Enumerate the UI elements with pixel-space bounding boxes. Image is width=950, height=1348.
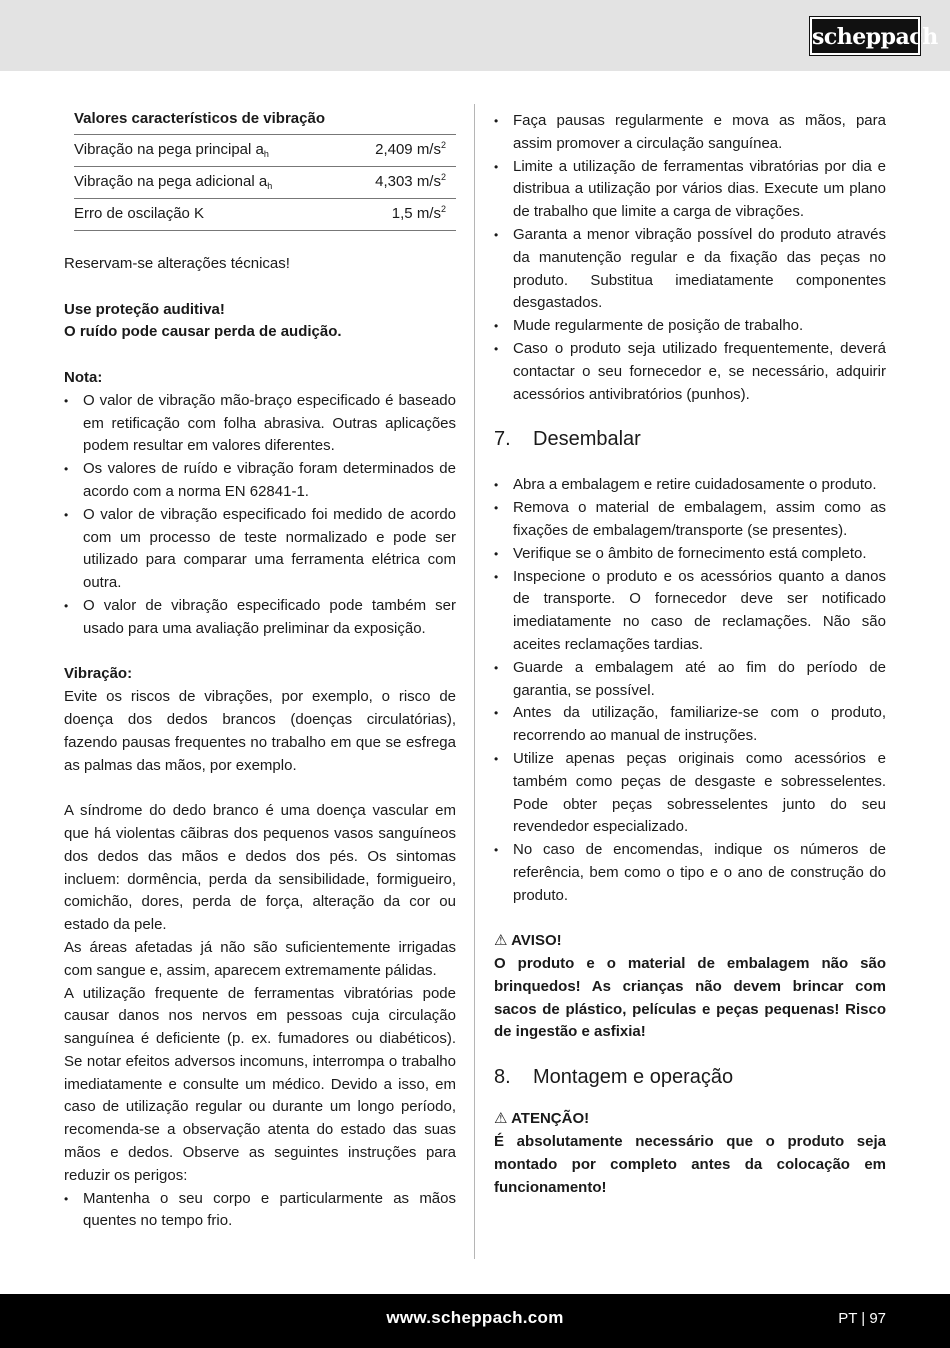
section-number: 7. [494,428,511,451]
note-title: Nota: [64,368,103,386]
section-title: Montagem e operação [533,1066,734,1089]
spec-value-sup: 2 [440,204,446,215]
atencao-title [494,1108,886,1131]
list-item: • Os valores de ruído e vibração foram determinados de acordo com a norma EN 62841-1. [64,458,456,504]
column-divider [474,104,475,1259]
spec-label: Vibração na pega principal a [74,141,264,159]
hearing-warning: Use proteção auditiva! [64,300,225,318]
reserved-notice: Reservam-se alterações técnicas! [64,255,290,272]
note-list [64,390,456,641]
section-heading-assembly [494,1064,886,1090]
spec-label-sub: h [263,149,269,160]
footer-url: www.scheppach.com [386,1308,564,1327]
syndrome-paragraph: A utilização frequente de ferramentas vibratórias pode causar danos nos nervos em pessoas cuja circulação sanguínea é deficiente (p. ex. fumadores ou diabéticos). Se notar efeitos adversos incomuns, interrompa o trabalho imediatamente e consulte um médico. Devido a isso, em caso de utilização regular ou durante um longo período, recomenda-se a observação atenta do estado das suas mãos e dedos. Observe as seguintes instruções para reduzir os perigos: [64,984,456,1184]
syndrome-paragraph: As áreas afetadas já não são suficientemente irrigadas com sangue e, assim, aparecem extremamente pálidas. [64,938,456,979]
list-item: • O valor de vibração especificado pode também ser usado para uma avaliação preliminar da exposição. [64,595,456,641]
list-item: • Mude regularmente de posição de trabalho. [494,315,886,338]
spec-value-sup: 2 [440,140,446,151]
spec-row [74,199,456,231]
spec-label: Vibração na pega adicional a [74,173,268,191]
spec-row [74,135,456,167]
list-item: • Guarde a embalagem até ao fim do período de garantia, se possível. [494,657,886,703]
list-item: • Abra a embalagem e retire cuidadosamente o produto. [494,474,886,497]
vibration-text: Evite os riscos de vibrações, por exemplo, o risco de doença dos dedos brancos (doenças circulatórias), fazendo pausas frequentes no trabalho em que se esfrega as palmas das mãos, por exemplo. [64,688,456,774]
vibration-tips-list [494,110,886,406]
list-item: • Antes da utilização, familiarize-se com o produto, recorrendo ao manual de instruções. [494,702,886,748]
list-item: • Remova o material de embalagem, assim como as fixações de embalagem/transporte (se presentes). [494,497,886,543]
list-item: • O valor de vibração mão-braço especificado é baseado em retificação com folha abrasiva. Outras aplicações podem resultar em valores diferentes. [64,390,456,458]
list-item: • Limite a utilização de ferramentas vibratórias por dia e distribua a utilização por vários dias. Execute um plano de trabalho que limite a carga de vibrações. [494,156,886,224]
brand-logo: scheppach [810,17,920,55]
list-item: • Faça pausas regularmente e mova as mãos, para assim promover a circulação sanguínea. [494,110,886,156]
list-item: • Garanta a menor vibração possível do produto através da manutenção regular e da fixação das peças no produto. Substitua imediatamente componentes desgastados. [494,224,886,315]
spec-value: 2,409 m/s [375,141,441,159]
footer-bar [0,1294,950,1348]
warning-triangle-icon: ⚠ [494,1110,508,1128]
aviso-label: AVISO! [511,932,562,950]
list-item: • Mantenha o seu corpo e particularmente as mãos quentes no tempo frio. [64,1188,456,1234]
aviso-title [494,930,886,953]
list-item: • Inspecione o produto e os acessórios quanto a danos de transporte. O fornecedor deve ser notificado imediatamente no caso de reclamações. Não são aceites reclamações tardias. [494,566,886,657]
spec-value-sup: 2 [440,172,446,183]
spec-row [74,167,456,199]
section-heading-unpack [494,426,886,452]
section-number: 8. [494,1066,511,1089]
spec-table-title: Valores característicos de vibração [74,106,456,135]
section-title: Desembalar [533,428,641,451]
syndrome-paragraph: A síndrome do dedo branco é uma doença vascular em que há violentas cãibras dos pequenos vasos sanguíneos dos dedos das mãos e dedos dos pés. Os sintomas incluem: dormência, perda da sensibilidade, formigueiro, comichão, dores, perda de força, alteração da cor ou estado da pele. [64,802,456,934]
right-column [494,110,886,1199]
hands-list [64,1188,456,1234]
page-number: PT | 97 [838,1310,886,1327]
unpack-list [494,474,886,907]
spec-label-sub: h [267,181,273,192]
warning-triangle-icon: ⚠ [494,932,508,950]
hearing-warning-detail: O ruído pode causar perda de audição. [64,323,342,341]
spec-value: 1,5 m/s [391,205,441,223]
left-column [64,106,456,1233]
list-item: • Utilize apenas peças originais como acessórios e também como peças de desgaste e sobresselentes. Pode obter peças sobresselentes junto do seu revendedor especializado. [494,748,886,839]
list-item: • No caso de encomendas, indique os números de referência, bem como o tipo e o ano de construção do produto. [494,839,886,907]
aviso-text: O produto e o material de embalagem não são brinquedos! As crianças não devem brincar com sacos de plástico, películas e peças pequenas! Risco de ingestão e asfixia! [494,955,886,1041]
vibration-title: Vibração: [64,665,133,683]
vibration-spec-table [74,106,456,231]
atencao-text: É absolutamente necessário que o produto seja montado por completo antes da colocação em funcionamento! [494,1133,886,1196]
list-item: • O valor de vibração especificado foi medido de acordo com um processo de teste normalizado e pode ser utilizado para comparar uma ferramenta elétrica com outra. [64,504,456,595]
spec-value: 4,303 m/s [375,173,441,191]
list-item: • Caso o produto seja utilizado frequentemente, deverá contactar o seu fornecedor e, se necessário, adquirir acessórios antivibratórios (punhos). [494,338,886,406]
header-bar [0,0,950,71]
list-item: • Verifique se o âmbito de fornecimento está completo. [494,543,886,566]
atencao-label: ATENÇÃO! [511,1110,590,1128]
spec-label: Erro de oscilação K [74,205,205,223]
